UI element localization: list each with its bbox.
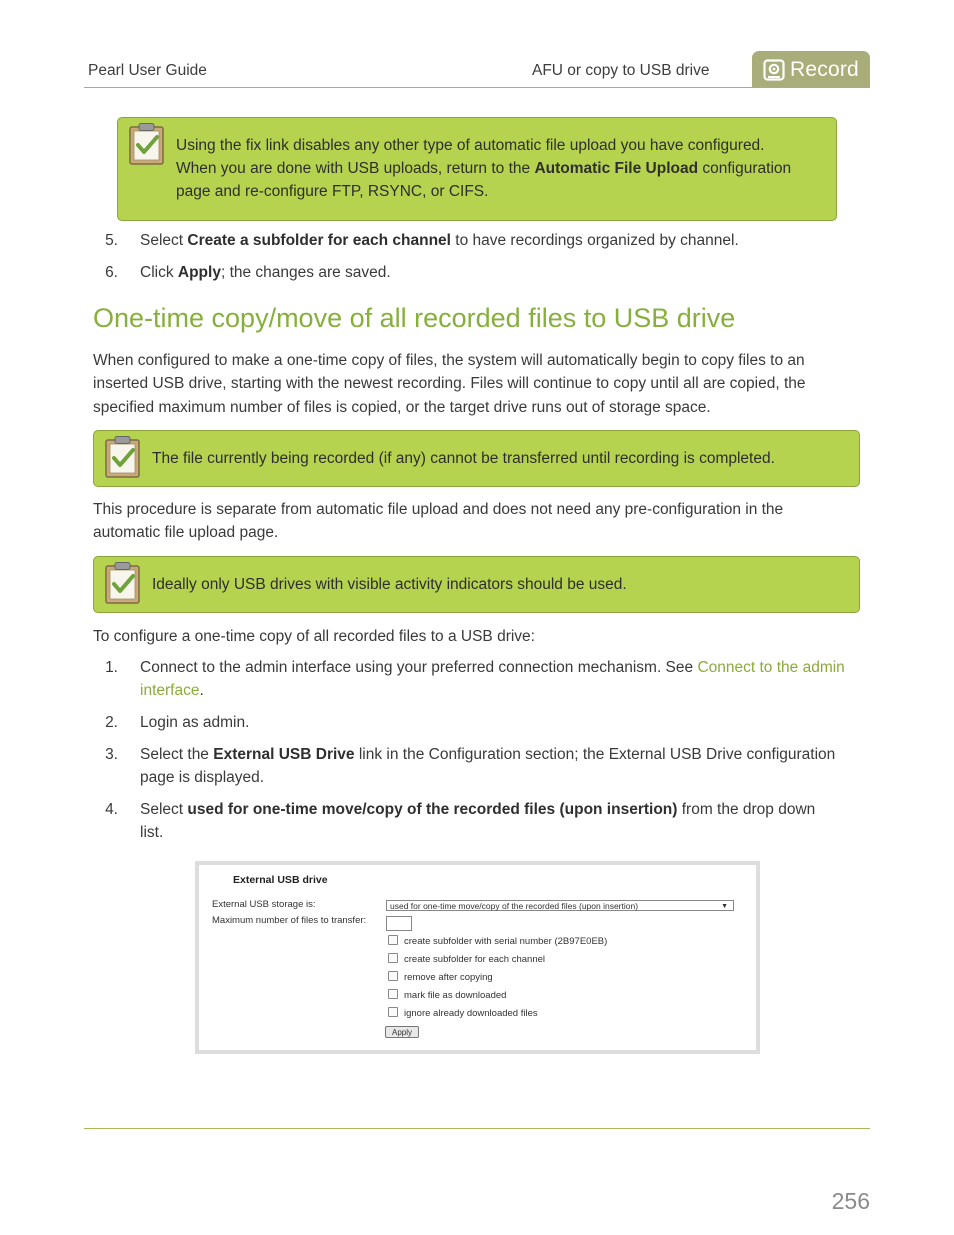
checkbox-serial-subfolder[interactable] bbox=[388, 935, 398, 945]
text-run: Connect to the admin interface using your preferred connection mechanism. See bbox=[140, 659, 698, 676]
checkbox-label: create subfolder for each channel bbox=[404, 954, 546, 965]
footer-divider bbox=[84, 1128, 870, 1129]
step-number: 3. bbox=[105, 746, 118, 763]
dropdown-arrow-icon: ▼ bbox=[721, 903, 728, 910]
text-line bbox=[140, 766, 866, 789]
configure-intro bbox=[93, 625, 863, 648]
text-run: Ideally only USB drives with visible activity indicators should be used. bbox=[152, 576, 627, 593]
doc-link[interactable]: interface bbox=[140, 682, 200, 700]
max-files-label: Maximum number of files to transfer: bbox=[212, 915, 367, 926]
section-heading: One-time copy/move of all recorded files to USB drive bbox=[93, 303, 736, 333]
page-number: 256 bbox=[831, 1188, 870, 1214]
step-text bbox=[140, 711, 866, 734]
text-line bbox=[140, 656, 866, 679]
text-run: list. bbox=[140, 824, 164, 842]
bold-text: Automatic File Upload bbox=[534, 160, 699, 177]
bold-text: Apply bbox=[177, 264, 221, 281]
storage-mode-select[interactable] bbox=[386, 900, 734, 911]
record-tab-label: Record bbox=[790, 57, 859, 81]
checkbox-label: create subfolder with serial number (2B97E0EB) bbox=[404, 936, 608, 947]
text-line bbox=[140, 743, 866, 766]
text-run: When configured to make a one-time copy of files, the system will automatically begin to copy files to an bbox=[93, 352, 805, 369]
text-run: Select bbox=[140, 801, 188, 818]
text-run: To configure a one-time copy of all recorded files to a USB drive: bbox=[93, 628, 535, 645]
text-run: ; the changes are saved. bbox=[220, 264, 391, 281]
clipboard-check-icon bbox=[104, 435, 142, 486]
header-section-title: AFU or copy to USB drive bbox=[532, 62, 710, 79]
step-text bbox=[140, 798, 866, 845]
step-text bbox=[140, 656, 866, 703]
header-record-tab bbox=[752, 51, 870, 88]
note-callout-fix-link bbox=[117, 117, 837, 221]
text-line bbox=[93, 498, 863, 521]
checkbox-mark-downloaded[interactable] bbox=[388, 989, 398, 999]
text-run: When you are done with USB uploads, return to the bbox=[176, 160, 535, 177]
bold-text: Create a subfolder for each channel bbox=[187, 232, 451, 249]
max-files-input[interactable] bbox=[386, 916, 412, 931]
doc-link[interactable]: Connect to the admin bbox=[697, 659, 845, 676]
text-run: Select bbox=[140, 232, 188, 249]
text-line bbox=[140, 711, 866, 734]
text-run: page and re-configure FTP, RSYNC, or CIFS. bbox=[176, 183, 489, 200]
storage-label: External USB storage is: bbox=[212, 899, 316, 910]
text-line bbox=[140, 821, 866, 844]
text-run: automatic file upload page. bbox=[93, 524, 279, 542]
storage-mode-value: used for one-time move/copy of the recorded files (upon insertion) bbox=[390, 901, 639, 911]
text-line bbox=[176, 134, 820, 157]
note-text bbox=[152, 447, 843, 470]
note-text bbox=[176, 134, 820, 203]
text-run: specified maximum number of files is copied, or the target drive runs out of storage space. bbox=[93, 398, 711, 416]
checkbox-ignore-downloaded[interactable] bbox=[388, 1007, 398, 1017]
step-text bbox=[140, 261, 866, 284]
usb-config-screenshot bbox=[195, 861, 760, 1054]
checkbox-channel-subfolder[interactable] bbox=[388, 953, 398, 963]
text-run: from the drop down bbox=[677, 801, 816, 818]
text-run: Click bbox=[140, 264, 178, 281]
text-run: The file currently being recorded (if any) cannot be transferred until recording is completed. bbox=[152, 450, 775, 467]
clipboard-check-icon bbox=[128, 122, 166, 173]
text-line bbox=[176, 180, 820, 203]
step-number: 1. bbox=[105, 659, 118, 676]
step-number: 2. bbox=[105, 714, 118, 731]
step-number: 6. bbox=[105, 264, 118, 281]
text-run: Login as admin. bbox=[140, 714, 250, 731]
step-number: 5. bbox=[105, 232, 118, 249]
step-text bbox=[140, 229, 866, 252]
text-run: link in the Configuration section; the External USB Drive configuration bbox=[354, 746, 836, 763]
procedure-paragraph bbox=[93, 498, 863, 545]
text-run: . bbox=[199, 682, 204, 700]
checkbox-remove-after-copy[interactable] bbox=[388, 971, 398, 981]
step-number: 4. bbox=[105, 801, 118, 818]
text-run: Using the fix link disables any other type of automatic file upload you have configured. bbox=[176, 137, 765, 154]
text-line bbox=[93, 372, 863, 395]
text-line bbox=[93, 396, 863, 419]
text-line bbox=[140, 798, 866, 821]
text-run: inserted USB drive, starting with the newest recording. Files will continue to copy until all are copied, the bbox=[93, 375, 806, 393]
screenshot-title: External USB drive bbox=[233, 874, 328, 886]
text-run: configuration bbox=[698, 160, 792, 177]
text-line bbox=[93, 349, 863, 372]
checkbox-label: remove after copying bbox=[404, 972, 493, 983]
apply-button[interactable]: Apply bbox=[385, 1026, 419, 1038]
text-line bbox=[152, 447, 843, 470]
text-run: page is displayed. bbox=[140, 769, 265, 787]
note-callout-recording bbox=[93, 430, 860, 487]
text-line bbox=[93, 521, 863, 544]
checkbox-label: ignore already downloaded files bbox=[404, 1008, 538, 1019]
intro-paragraph bbox=[93, 349, 863, 419]
text-line bbox=[140, 679, 866, 702]
text-run: Select the bbox=[140, 746, 214, 763]
header-divider bbox=[84, 87, 870, 88]
note-callout-usb-drives bbox=[93, 556, 860, 613]
text-run: to have recordings organized by channel. bbox=[450, 232, 739, 249]
header-doc-title: Pearl User Guide bbox=[88, 62, 207, 79]
text-run: This procedure is separate from automatic file upload and does not need any pre-configuration in the bbox=[93, 501, 784, 518]
bold-text: External USB Drive bbox=[213, 746, 355, 763]
clipboard-check-icon bbox=[104, 561, 142, 612]
note-text bbox=[152, 573, 843, 596]
checkbox-label: mark file as downloaded bbox=[404, 990, 507, 1001]
text-line bbox=[176, 157, 820, 180]
text-line bbox=[140, 261, 866, 284]
text-line bbox=[152, 573, 843, 596]
bold-text: used for one-time move/copy of the recorded files (upon insertion) bbox=[187, 801, 678, 818]
step-text bbox=[140, 743, 866, 790]
text-line bbox=[93, 625, 863, 648]
text-line bbox=[140, 229, 866, 252]
record-icon bbox=[763, 59, 785, 81]
